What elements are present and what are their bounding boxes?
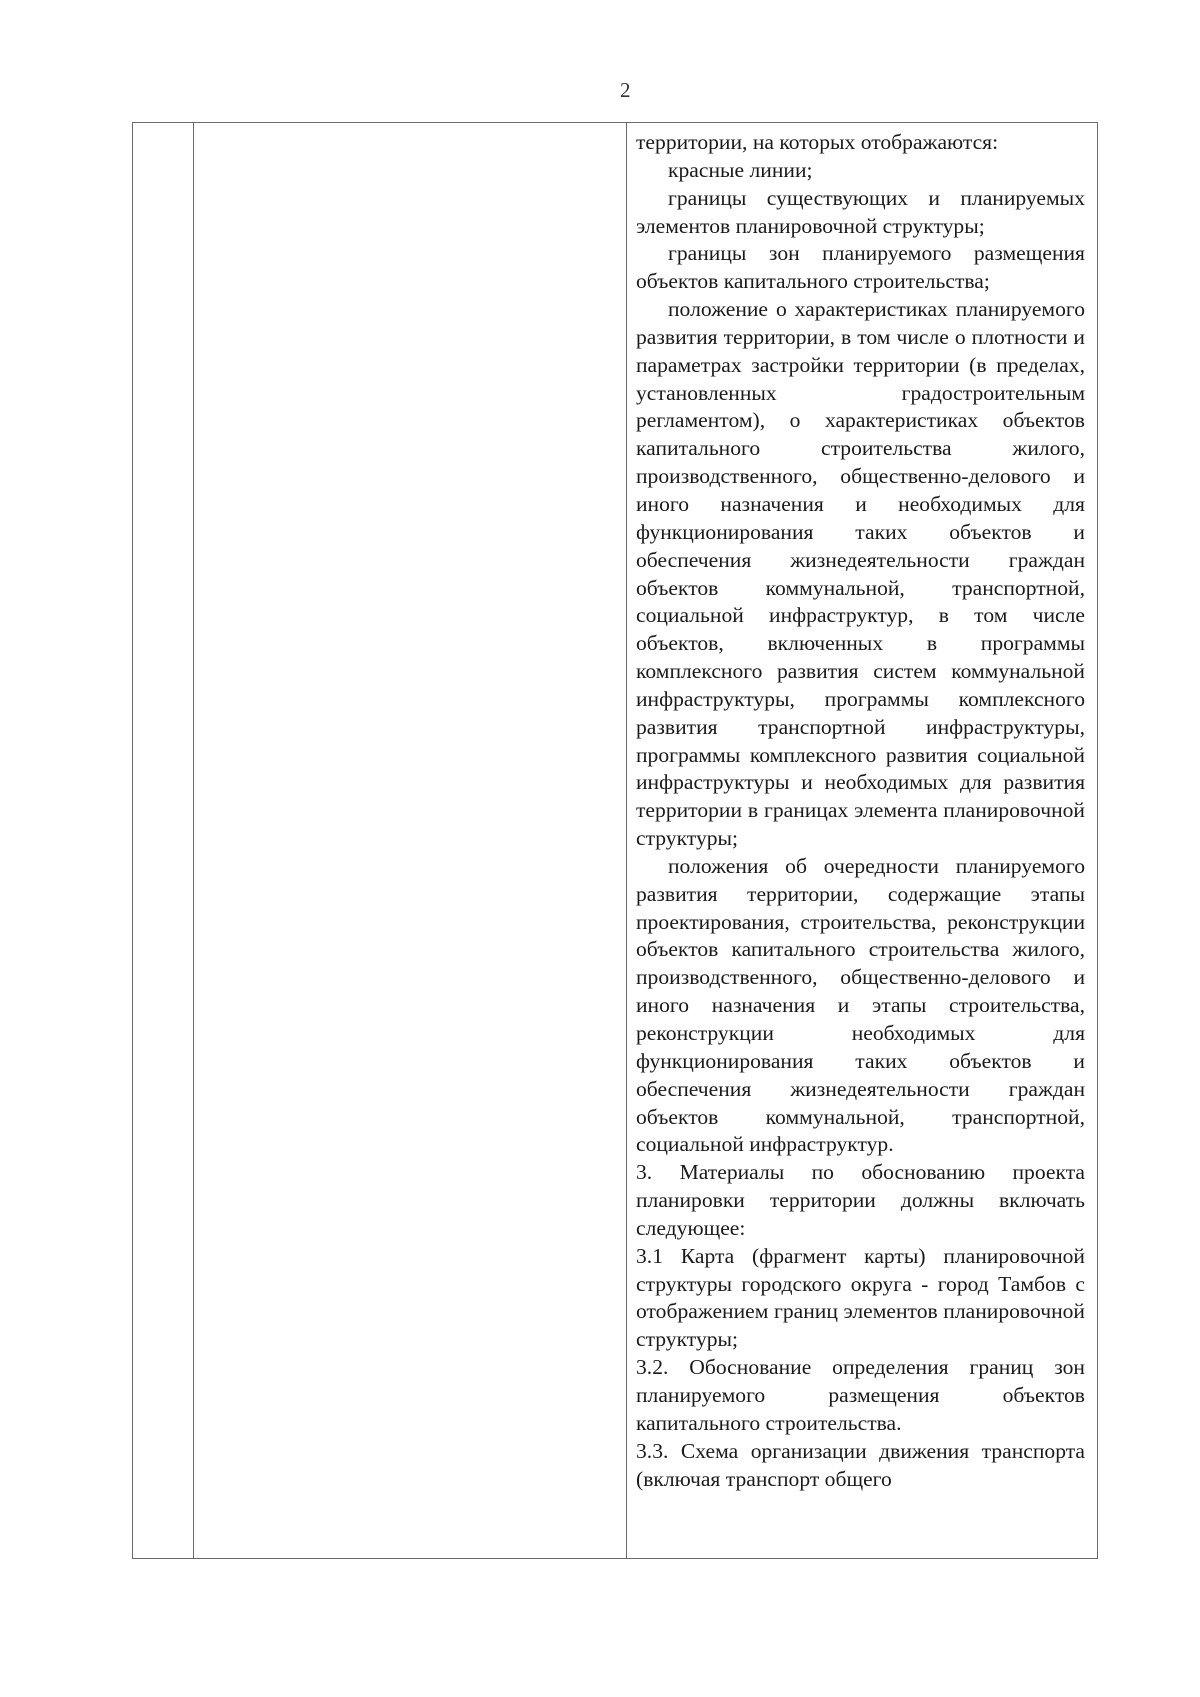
table-row: [133, 123, 1098, 1559]
document-table: [132, 122, 1098, 1559]
paragraph: положение о характеристиках планируемого развития территории, в том числе о плотности и параметрах застройки территории (в пределах, установленных градостроительным регламентом), о характеристиках объектов капитального строительства жилого, производственного, общественно-делового и иного назначения и необходимых для функционирования таких объектов и обеспечения жизнедеятельности граждан объектов коммунальной, транспортной, социальной инфраструктур, в том числе объектов, включенных в программы комплексного развития систем коммунальной инфраструктуры, программы комплексного развития транспортной инфраструктуры, программы комплексного развития социальной инфраструктуры и необходимых для развития территории в границах элемента планировочной структуры;: [636, 297, 1085, 851]
table-cell-number: [133, 123, 194, 1559]
table-cell-content: [627, 123, 1098, 1559]
paragraph: территории, на которых отображаются:: [636, 130, 999, 154]
page-number: 2: [620, 78, 631, 102]
paragraph: положения об очередности планируемого развития территории, содержащие этапы проектирования, строительства, реконструкции объектов капитального строительства жилого, производственного, общественно-делового и иного назначения и этапы строительства, реконструкции необходимых для функционирования таких объектов и обеспечения жизнедеятельности граждан объектов коммунальной, транспортной, социальной инфраструктур.: [636, 853, 1085, 1157]
table-cell-name: [194, 123, 627, 1559]
paragraph: 3.3. Схема организации движения транспорта (включая транспорт общего: [636, 1438, 1085, 1491]
content-paragraphs: [636, 129, 1085, 1493]
paragraph: 3. Материалы по обоснованию проекта планировки территории должны включать следующее:: [636, 1160, 1085, 1240]
paragraph: красные линии;: [668, 157, 813, 182]
paragraph: 3.1 Карта (фрагмент карты) планировочной структуры городского округа - город Тамбов с отображением границ элементов планировочной структуры;: [636, 1243, 1085, 1352]
paragraph: 3.2. Обоснование определения границ зон планируемого размещения объектов капитального строительства.: [636, 1355, 1085, 1435]
paragraph: границы зон планируемого размещения объектов капитального строительства;: [636, 241, 1085, 294]
paragraph: границы существующих и планируемых элементов планировочной структуры;: [636, 185, 1085, 238]
